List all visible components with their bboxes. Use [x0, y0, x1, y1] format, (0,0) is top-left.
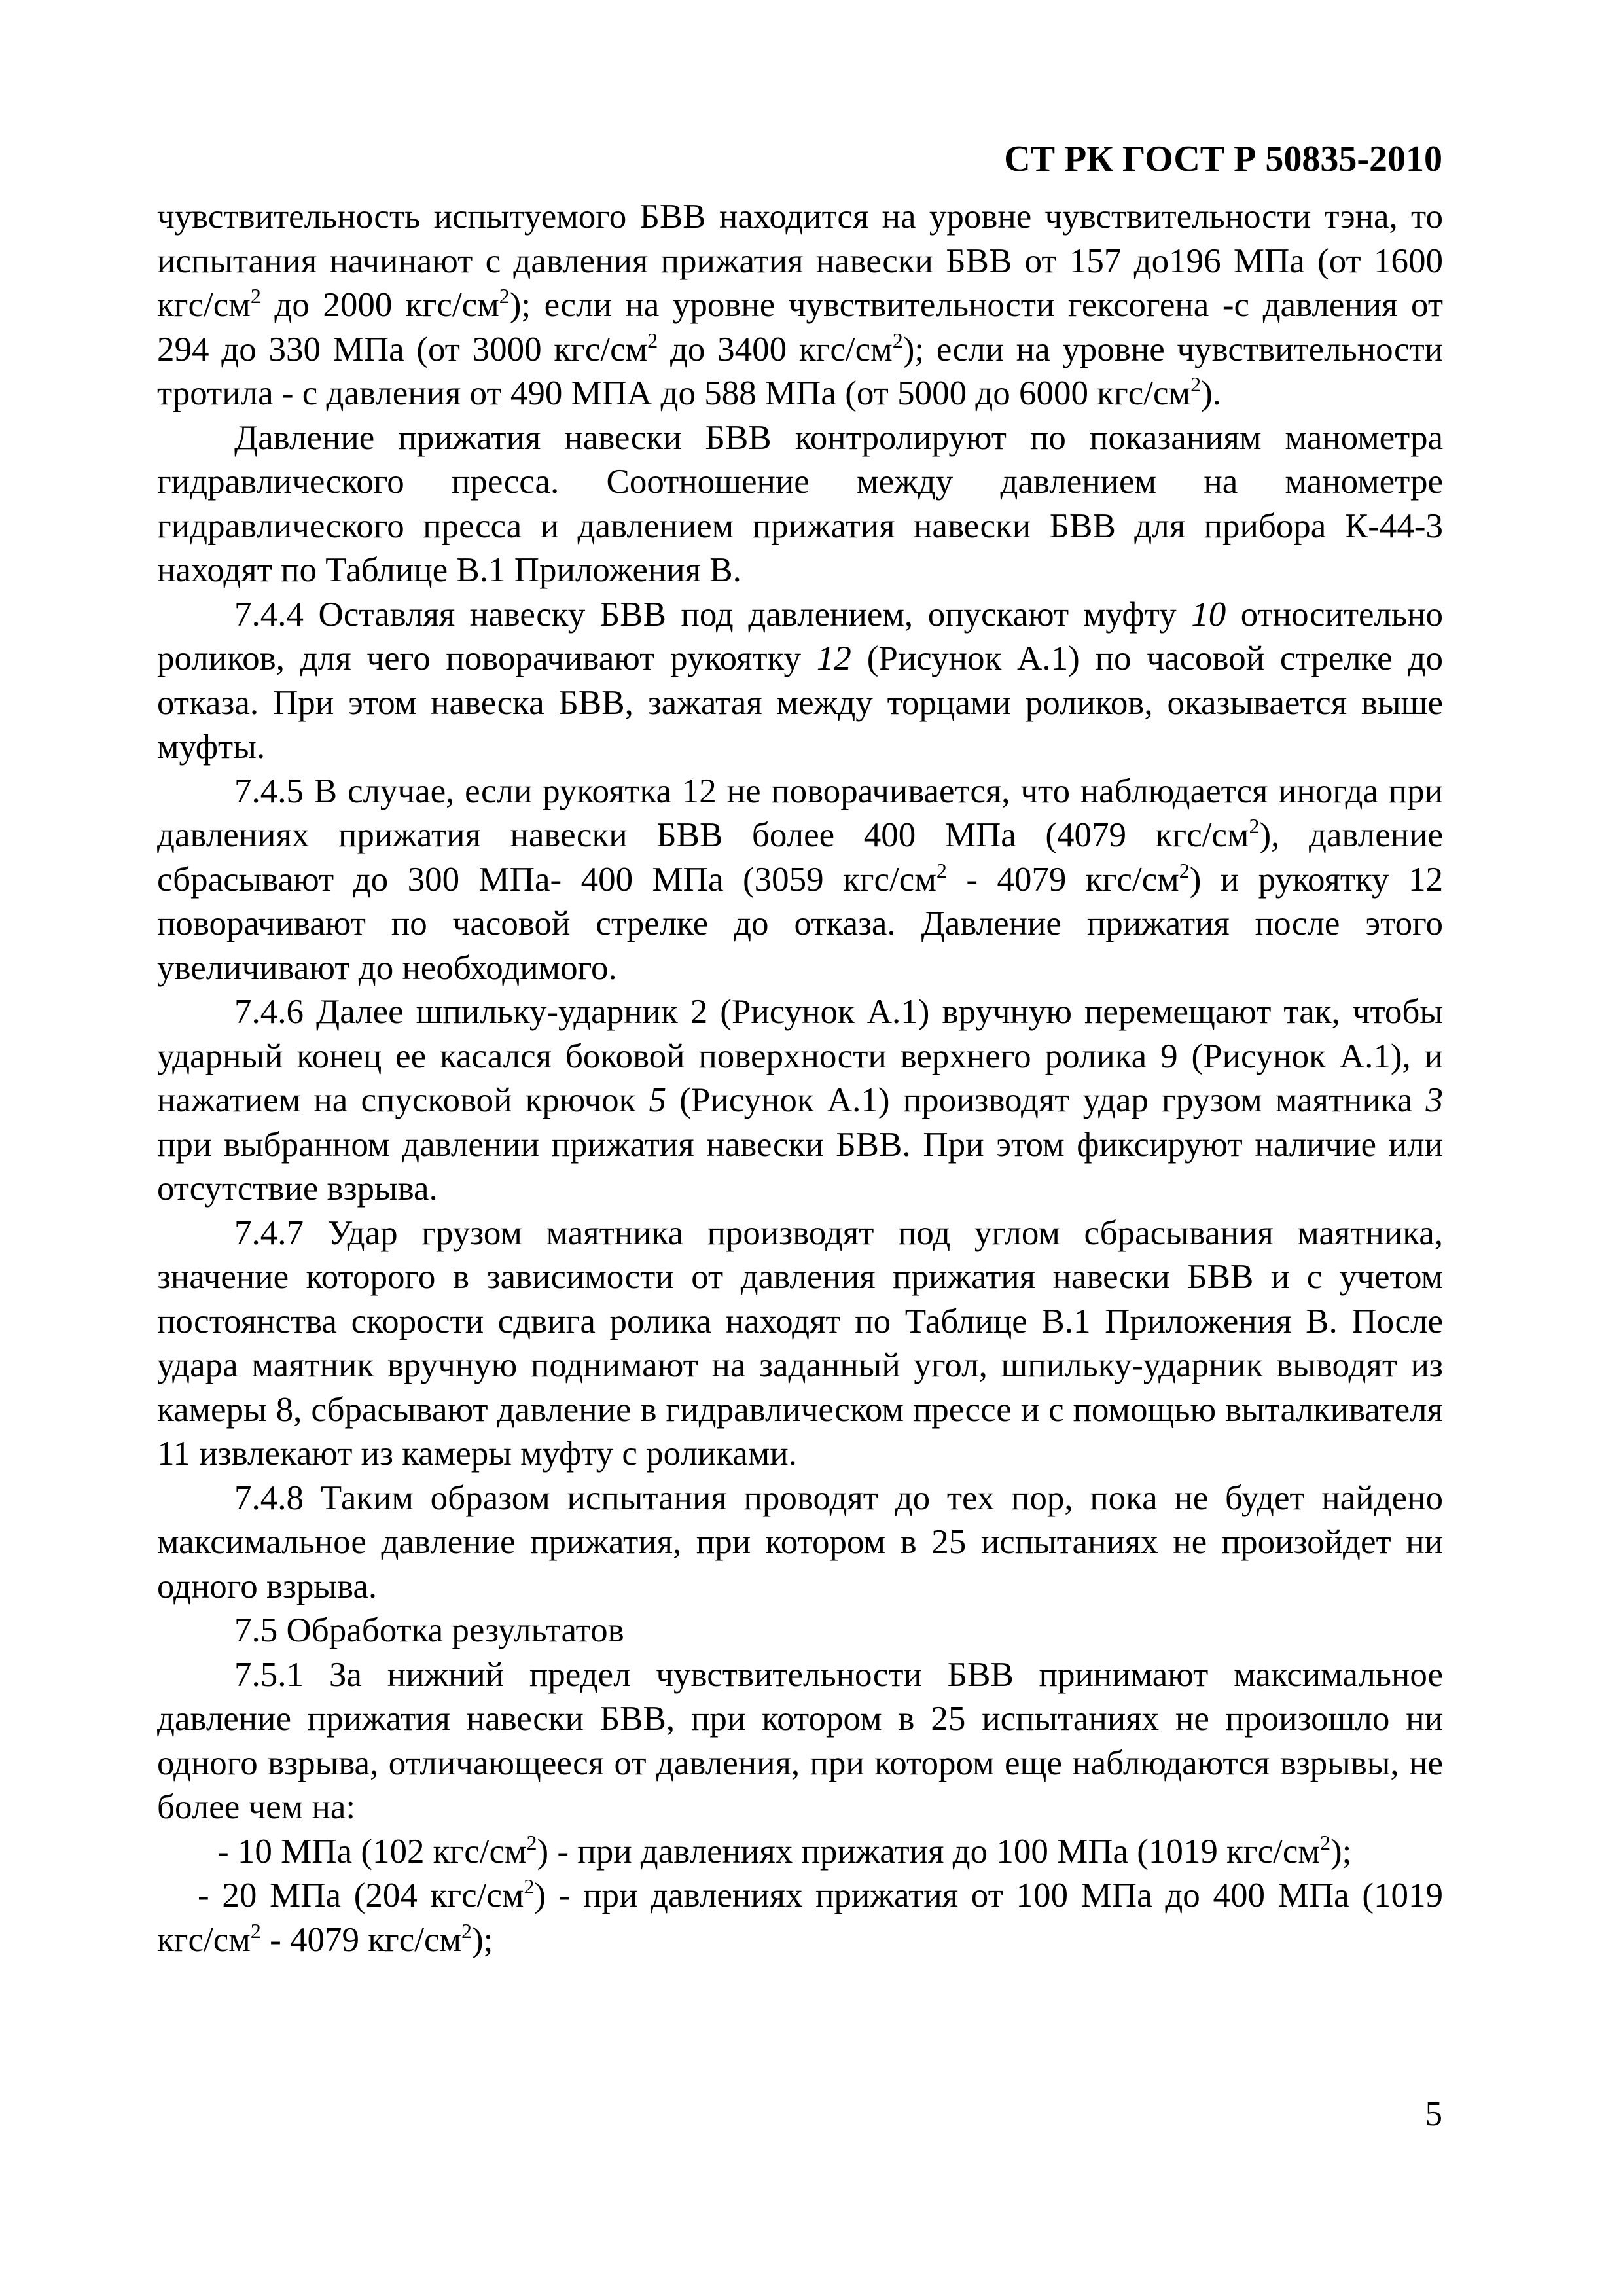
- page-number: 5: [1425, 2095, 1442, 2133]
- text-segment: ).: [1201, 374, 1221, 412]
- text-segment: (Рисунок А.1) по часовой стрелке до отказа. При этом навеска БВВ, зажатая между торцами роликов, оказывается выше муфты.: [157, 639, 1444, 766]
- paragraph-7-4-6: [157, 990, 1443, 1211]
- text-segment: ); если на уровне чувствительности гексогена -с давления от 294 до 330 МПа (от 3000 кгс/см: [157, 286, 1443, 368]
- section-heading-7-5: 7.5 Обработка результатов: [234, 1611, 624, 1649]
- text-segment: ) - при давлениях прижатия от 100 МПа до 400 МПа (1019 кгс/см: [157, 1876, 1443, 1959]
- superscript: 2: [250, 1918, 261, 1943]
- text-segment: относительно роликов, для чего поворачивают рукоятку: [157, 595, 1444, 677]
- text-segment: 7.4.6 Далее шпильку-ударник 2 (Рисунок А.1) вручную перемещают так, чтобы ударный конец ее касался боковой поверхности верхнего ролика 9 (Рисунок А.1), и нажатием на спусковой крючок: [157, 993, 1443, 1119]
- list-item-10-mpa: [157, 1830, 1443, 1874]
- superscript: 2: [647, 328, 658, 352]
- superscript: 2: [526, 1830, 537, 1854]
- text-segment: 7.4.4 Оставляя навеску БВВ под давлением, опускают муфту: [234, 595, 1192, 634]
- text-segment: (Рисунок А.1) производят удар грузом маятника: [666, 1081, 1426, 1119]
- superscript: 2: [1179, 858, 1190, 882]
- superscript: 2: [499, 284, 510, 308]
- text-segment: ); если на уровне чувствительности тротила - с давления от 490 МПА до 588 МПа (от 5000 до 6000 кгс/см: [157, 330, 1443, 412]
- text-segment: );: [472, 1920, 493, 1959]
- paragraph-7-4-7: 7.4.7 Удар грузом маятника производят под углом сбрасывания маятника, значение которого в зависимости от давления прижатия навески БВВ и с учетом постоянства скорости сдвига ролика находят по Таблице В.1 Приложения В. После удара маятник вручную поднимают на заданный угол, шпильку-ударник выводят из камеры 8, сбрасывают давление в гидравлическом прессе и с помощью выталкивателя 11 извлекают из камеры муфту с роликами.: [157, 1213, 1443, 1473]
- superscript: 2: [892, 328, 903, 352]
- list-item-20-mpa: [157, 1874, 1443, 1962]
- document-header-code: СТ РК ГОСТ Р 50835-2010: [1004, 139, 1442, 179]
- superscript: 2: [461, 1918, 473, 1943]
- text-segment: ), давление сбрасывают до 300 МПа- 400 МПа (3059 кгс/см: [157, 816, 1443, 899]
- text-segment: ) - при давлениях прижатия до 100 МПа (1019 кгс/см: [537, 1832, 1320, 1871]
- superscript: 2: [1249, 814, 1260, 838]
- italic-reference: 10: [1191, 595, 1226, 634]
- superscript: 2: [1319, 1830, 1330, 1854]
- text-segment: ) и рукоятку 12 поворачивают по часовой стрелке до отказа. Давление прижатия после этого увеличивают до необходимого.: [157, 860, 1443, 987]
- text-segment: - 20 МПа (204 кгс/см: [198, 1876, 524, 1914]
- paragraph-7-4-8: 7.4.8 Таким образом испытания проводят до тех пор, пока не будет найдено максимальное давление прижатия, при котором в 25 испытаниях не произойдет ни одного взрыва.: [157, 1479, 1443, 1605]
- paragraph-7-4-4: [157, 593, 1443, 770]
- superscript: 2: [250, 284, 261, 308]
- italic-reference: 5: [649, 1081, 667, 1119]
- text-segment: до 3400 кгс/см: [658, 330, 893, 368]
- italic-reference: 12: [816, 639, 851, 677]
- text-segment: - 4079 кгс/см: [946, 860, 1179, 899]
- superscript: 2: [524, 1874, 535, 1898]
- italic-reference: 3: [1425, 1081, 1443, 1119]
- document-body: [157, 195, 1443, 1962]
- text-segment: - 10 МПа (102 кгс/см: [217, 1832, 527, 1871]
- paragraph-7-4-5: [157, 770, 1443, 991]
- text-segment: );: [1330, 1832, 1352, 1871]
- paragraph-pressure-control: Давление прижатия навески БВВ контролируют по показаниям манометра гидравлического пресса. Соотношение между давлением на манометре гидравлического пресса и давлением прижатия навески БВВ для прибора К-44-3 находят по Таблице В.1 Приложения В.: [157, 418, 1443, 589]
- text-segment: до 2000 кгс/см: [260, 286, 499, 324]
- paragraph-sensitivity-continuation: [157, 195, 1443, 416]
- text-segment: чувствительность испытуемого БВВ находится на уровне чувствительности тэна, то испытания начинают с давления прижатия навески БВВ от 157 до196 МПа (от 1600 кгс/см: [157, 198, 1443, 324]
- superscript: 2: [936, 858, 947, 882]
- superscript: 2: [1190, 372, 1202, 396]
- text-segment: - 4079 кгс/см: [260, 1920, 462, 1959]
- text-segment: 7.4.5 В случае, если рукоятка 12 не поворачивается, что наблюдается иногда при давлениях прижатия навески БВВ более 400 МПа (4079 кгс/см: [157, 772, 1443, 854]
- paragraph-7-5-1: 7.5.1 За нижний предел чувствительности БВВ принимают максимальное давление прижатия навески БВВ, при котором в 25 испытаниях не произошло ни одного взрыва, отличающееся от давления, при котором еще наблюдаются взрывы, не более чем на:: [157, 1655, 1443, 1826]
- text-segment: при выбранном давлении прижатия навески БВВ. При этом фиксируют наличие или отсутствие взрыва.: [157, 1125, 1443, 1208]
